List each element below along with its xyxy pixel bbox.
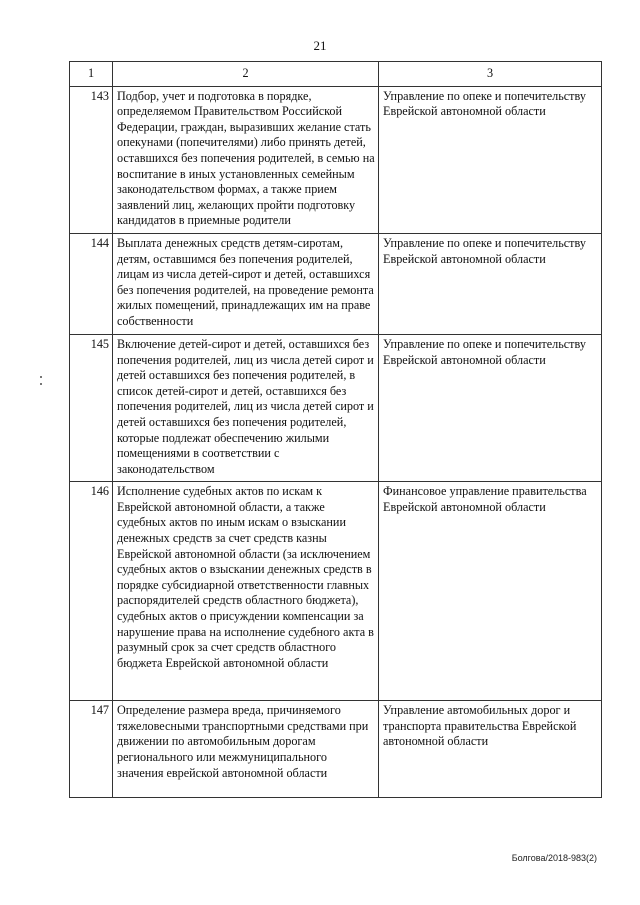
service-name: Подбор, учет и подготовка в порядке, определяемом Правительством Российской Федерации, граждан, выразивших желание стать опекунами (попечителями) либо принять детей, оставшихся без попечения родителей, в семью на воспитание в иных установленных семейным законодательством формах, а также прием заявлений лиц, желающих пройти подготовку кандидатов в приемные родители bbox=[113, 86, 379, 233]
column-header-2: 2 bbox=[113, 62, 379, 87]
column-header-1: 1 bbox=[70, 62, 113, 87]
page-number: 21 bbox=[313, 38, 327, 53]
service-name: Выплата денежных средств детям-сиротам, детям, оставшимся без попечения родителей, лицам из числа детей-сирот и детей, оставшихся без попечения родителей, на проведение ремонта жилых помещений, принадлежащих им на праве собственности bbox=[113, 233, 379, 334]
row-number: 144 bbox=[70, 233, 113, 334]
responsible-authority: Управление по опеке и попечительству Еврейской автономной области bbox=[379, 334, 602, 481]
responsible-authority: Управление по опеке и попечительству Еврейской автономной области bbox=[379, 86, 602, 233]
row-number: 145 bbox=[70, 334, 113, 481]
document-footer-code: Болгова/2018-983(2) bbox=[511, 853, 597, 863]
table-row bbox=[70, 233, 602, 334]
services-table bbox=[69, 61, 602, 798]
column-header-3: 3 bbox=[379, 62, 602, 87]
scan-dot bbox=[40, 383, 42, 385]
table-row bbox=[70, 334, 602, 481]
responsible-authority: Управление автомобильных дорог и транспорта правительства Еврейской автономной области bbox=[379, 701, 602, 798]
service-name: Исполнение судебных актов по искам к Еврейской автономной области, а также судебных актов по иным искам о взыскании денежных средств за счет средств казны Еврейской автономной области (за исключением судебных актов о взыскании денежных средств в порядке субсидиарной ответственности главных распорядителей средств областного бюджета), судебных актов о присуждении компенсации за нарушение права на исполнение судебного акта в разумный срок за счет средств областного бюджета Еврейской автономной области bbox=[113, 482, 379, 701]
table-header-row bbox=[70, 62, 602, 87]
table-row bbox=[70, 86, 602, 233]
table-row bbox=[70, 482, 602, 701]
responsible-authority: Финансовое управление правительства Еврейской автономной области bbox=[379, 482, 602, 701]
service-name: Включение детей-сирот и детей, оставшихся без попечения родителей, лиц из числа детей сирот и детей оставшихся без попечения родителей, в список детей-сирот и детей, оставшихся без попечения родителей, лиц из числа детей сирот и детей оставшихся без попечения родителей, которые подлежат обеспечению жилыми помещениями в соответствии с законодательством bbox=[113, 334, 379, 481]
responsible-authority: Управление по опеке и попечительству Еврейской автономной области bbox=[379, 233, 602, 334]
service-name: Определение размера вреда, причиняемого тяжеловесными транспортными средствами при движении по автомобильным дорогам регионального или межмуниципального значения еврейской автономной области bbox=[113, 701, 379, 798]
row-number: 146 bbox=[70, 482, 113, 701]
row-number: 143 bbox=[70, 86, 113, 233]
row-number: 147 bbox=[70, 701, 113, 798]
table-row bbox=[70, 701, 602, 798]
scan-dot bbox=[40, 376, 42, 378]
